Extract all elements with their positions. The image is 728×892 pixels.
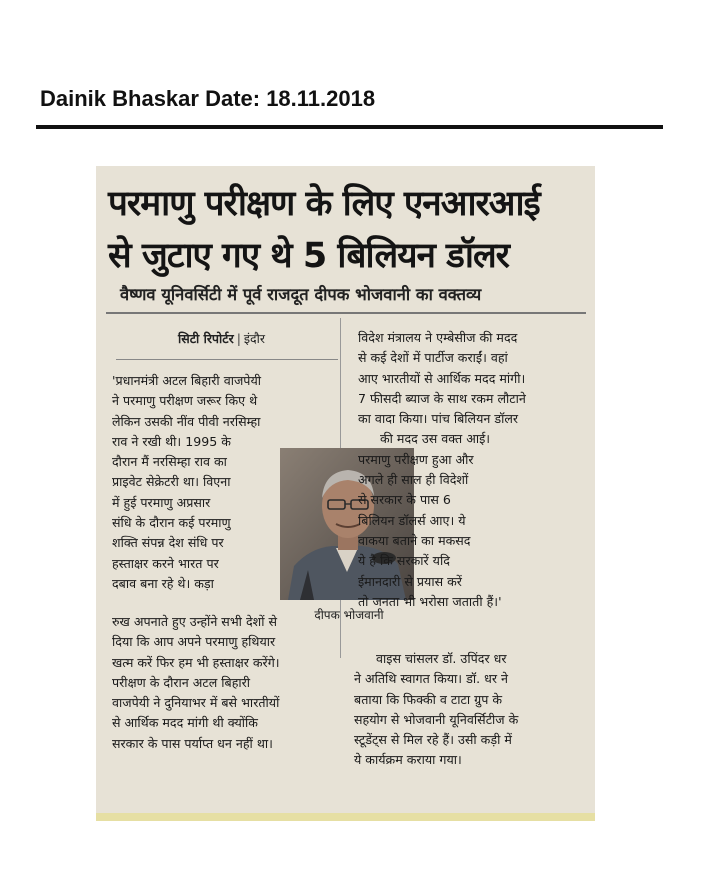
source-date-header: Dainik Bhaskar Date: 18.11.2018 <box>40 86 376 111</box>
text-line: आए भारतीयों से आर्थिक मदद मांगी। <box>358 370 526 386</box>
byline-separator: | <box>236 331 241 346</box>
text-line: परीक्षण के दौरान अटल बिहारी <box>112 674 251 690</box>
text-line: शक्ति संपन्न देश संधि पर <box>112 535 224 551</box>
text-line: ने परमाणु परीक्षण जरूर किए थे <box>112 393 258 409</box>
text-line: दौरान मैं नरसिम्हा राव का <box>112 454 227 470</box>
text-line: अगले ही साल ही विदेशों <box>358 472 469 488</box>
byline-rule <box>116 359 338 360</box>
text-line: ये कार्यक्रम कराया गया। <box>354 752 462 768</box>
text-line: वाजपेयी ने दुनियाभर में बसे भारतीयों <box>112 695 280 711</box>
text-line: ईमानदारी से प्रयास करें <box>358 573 462 589</box>
text-line: वाकया बताने का मकसद <box>358 532 471 548</box>
photo-caption: दीपक भोजवानी <box>314 608 384 622</box>
text-line: प्राइवेट सेक्रेटरी था। विएना <box>112 474 231 490</box>
text-line: बताया कि फिक्की व टाटा ग्रुप के <box>354 691 503 707</box>
text-line: 'प्रधानमंत्री अटल बिहारी वाजपेयी <box>112 373 262 388</box>
text-line: सरकार के पास पर्याप्त धन नहीं था। <box>112 735 273 751</box>
text-line: लेकिन उसकी नींव पीवी नरसिम्हा <box>112 413 261 429</box>
byline <box>178 330 265 347</box>
byline-city: इंदौर <box>243 331 266 346</box>
text-line: स्टूडेंट्स से मिल रहे हैं। उसी कड़ी में <box>354 732 512 748</box>
headline <box>108 178 588 282</box>
text-line: बिलियन डॉलर्स आए। ये <box>358 512 466 528</box>
text-line: से कई देशों में पार्टीज कराईं। वहां <box>358 350 508 366</box>
right-column-top <box>358 328 588 612</box>
headline-line: से जुटाए गए थे 5 बिलियन डॉलर <box>108 236 509 276</box>
text-line: खत्म करें फिर हम भी हस्ताक्षर करेंगे। <box>112 654 280 670</box>
text-line: में हुई परमाणु अप्रसार <box>112 494 211 510</box>
text-line: वाइस चांसलर डॉ. उपिंदर धर <box>376 651 507 666</box>
text-line: 7 फीसदी ब्याज के साथ रकम लौटाने <box>358 390 526 406</box>
subheading-rule <box>106 312 586 314</box>
text-line: विदेश मंत्रालय ने एम्बेसीज की मदद <box>358 330 518 345</box>
text-line: से सरकार के पास 6 <box>358 492 451 508</box>
right-column-bottom <box>354 649 588 771</box>
subheading: वैष्णव यूनिवर्सिटी में पूर्व राजदूत दीपक भोजवानी का वक्तव्य <box>120 285 482 304</box>
text-line: सहयोग से भोजवानी यूनिवर्सिटीज के <box>354 711 519 727</box>
headline-line: परमाणु परीक्षण के लिए एनआरआई <box>108 184 540 224</box>
text-line: संधि के दौरान कई परमाणु <box>112 515 231 531</box>
left-column-bottom <box>112 612 346 754</box>
text-line: दबाव बना रहे थे। कड़ा <box>112 575 214 591</box>
text-line: तो जनता भी भरोसा जताती हैं।' <box>358 593 502 609</box>
text-line: ये है कि सरकारें यदि <box>358 553 450 569</box>
text-line: रुख अपनाते हुए उन्होंने सभी देशों से <box>112 614 277 629</box>
byline-reporter: सिटी रिपोर्टर <box>178 331 234 346</box>
newspaper-clipping <box>96 166 595 821</box>
text-line: हस्ताक्षर करने भारत पर <box>112 555 219 571</box>
text-line: राव ने रखी थी। 1995 के <box>112 433 231 449</box>
text-line: ने अतिथि स्वागत किया। डॉ. धर ने <box>354 671 508 687</box>
text-line: की मदद उस वक्त आई। <box>380 431 491 447</box>
text-line: का वादा किया। पांच बिलियन डॉलर <box>358 411 519 427</box>
text-line: दिया कि आप अपने परमाणु हथियार <box>112 634 276 650</box>
header-underline <box>36 125 663 129</box>
text-line: परमाणु परीक्षण हुआ और <box>358 451 474 467</box>
clipping-bottom-edge <box>96 813 595 821</box>
text-line: से आर्थिक मदद मांगी थी क्योंकि <box>112 715 258 731</box>
